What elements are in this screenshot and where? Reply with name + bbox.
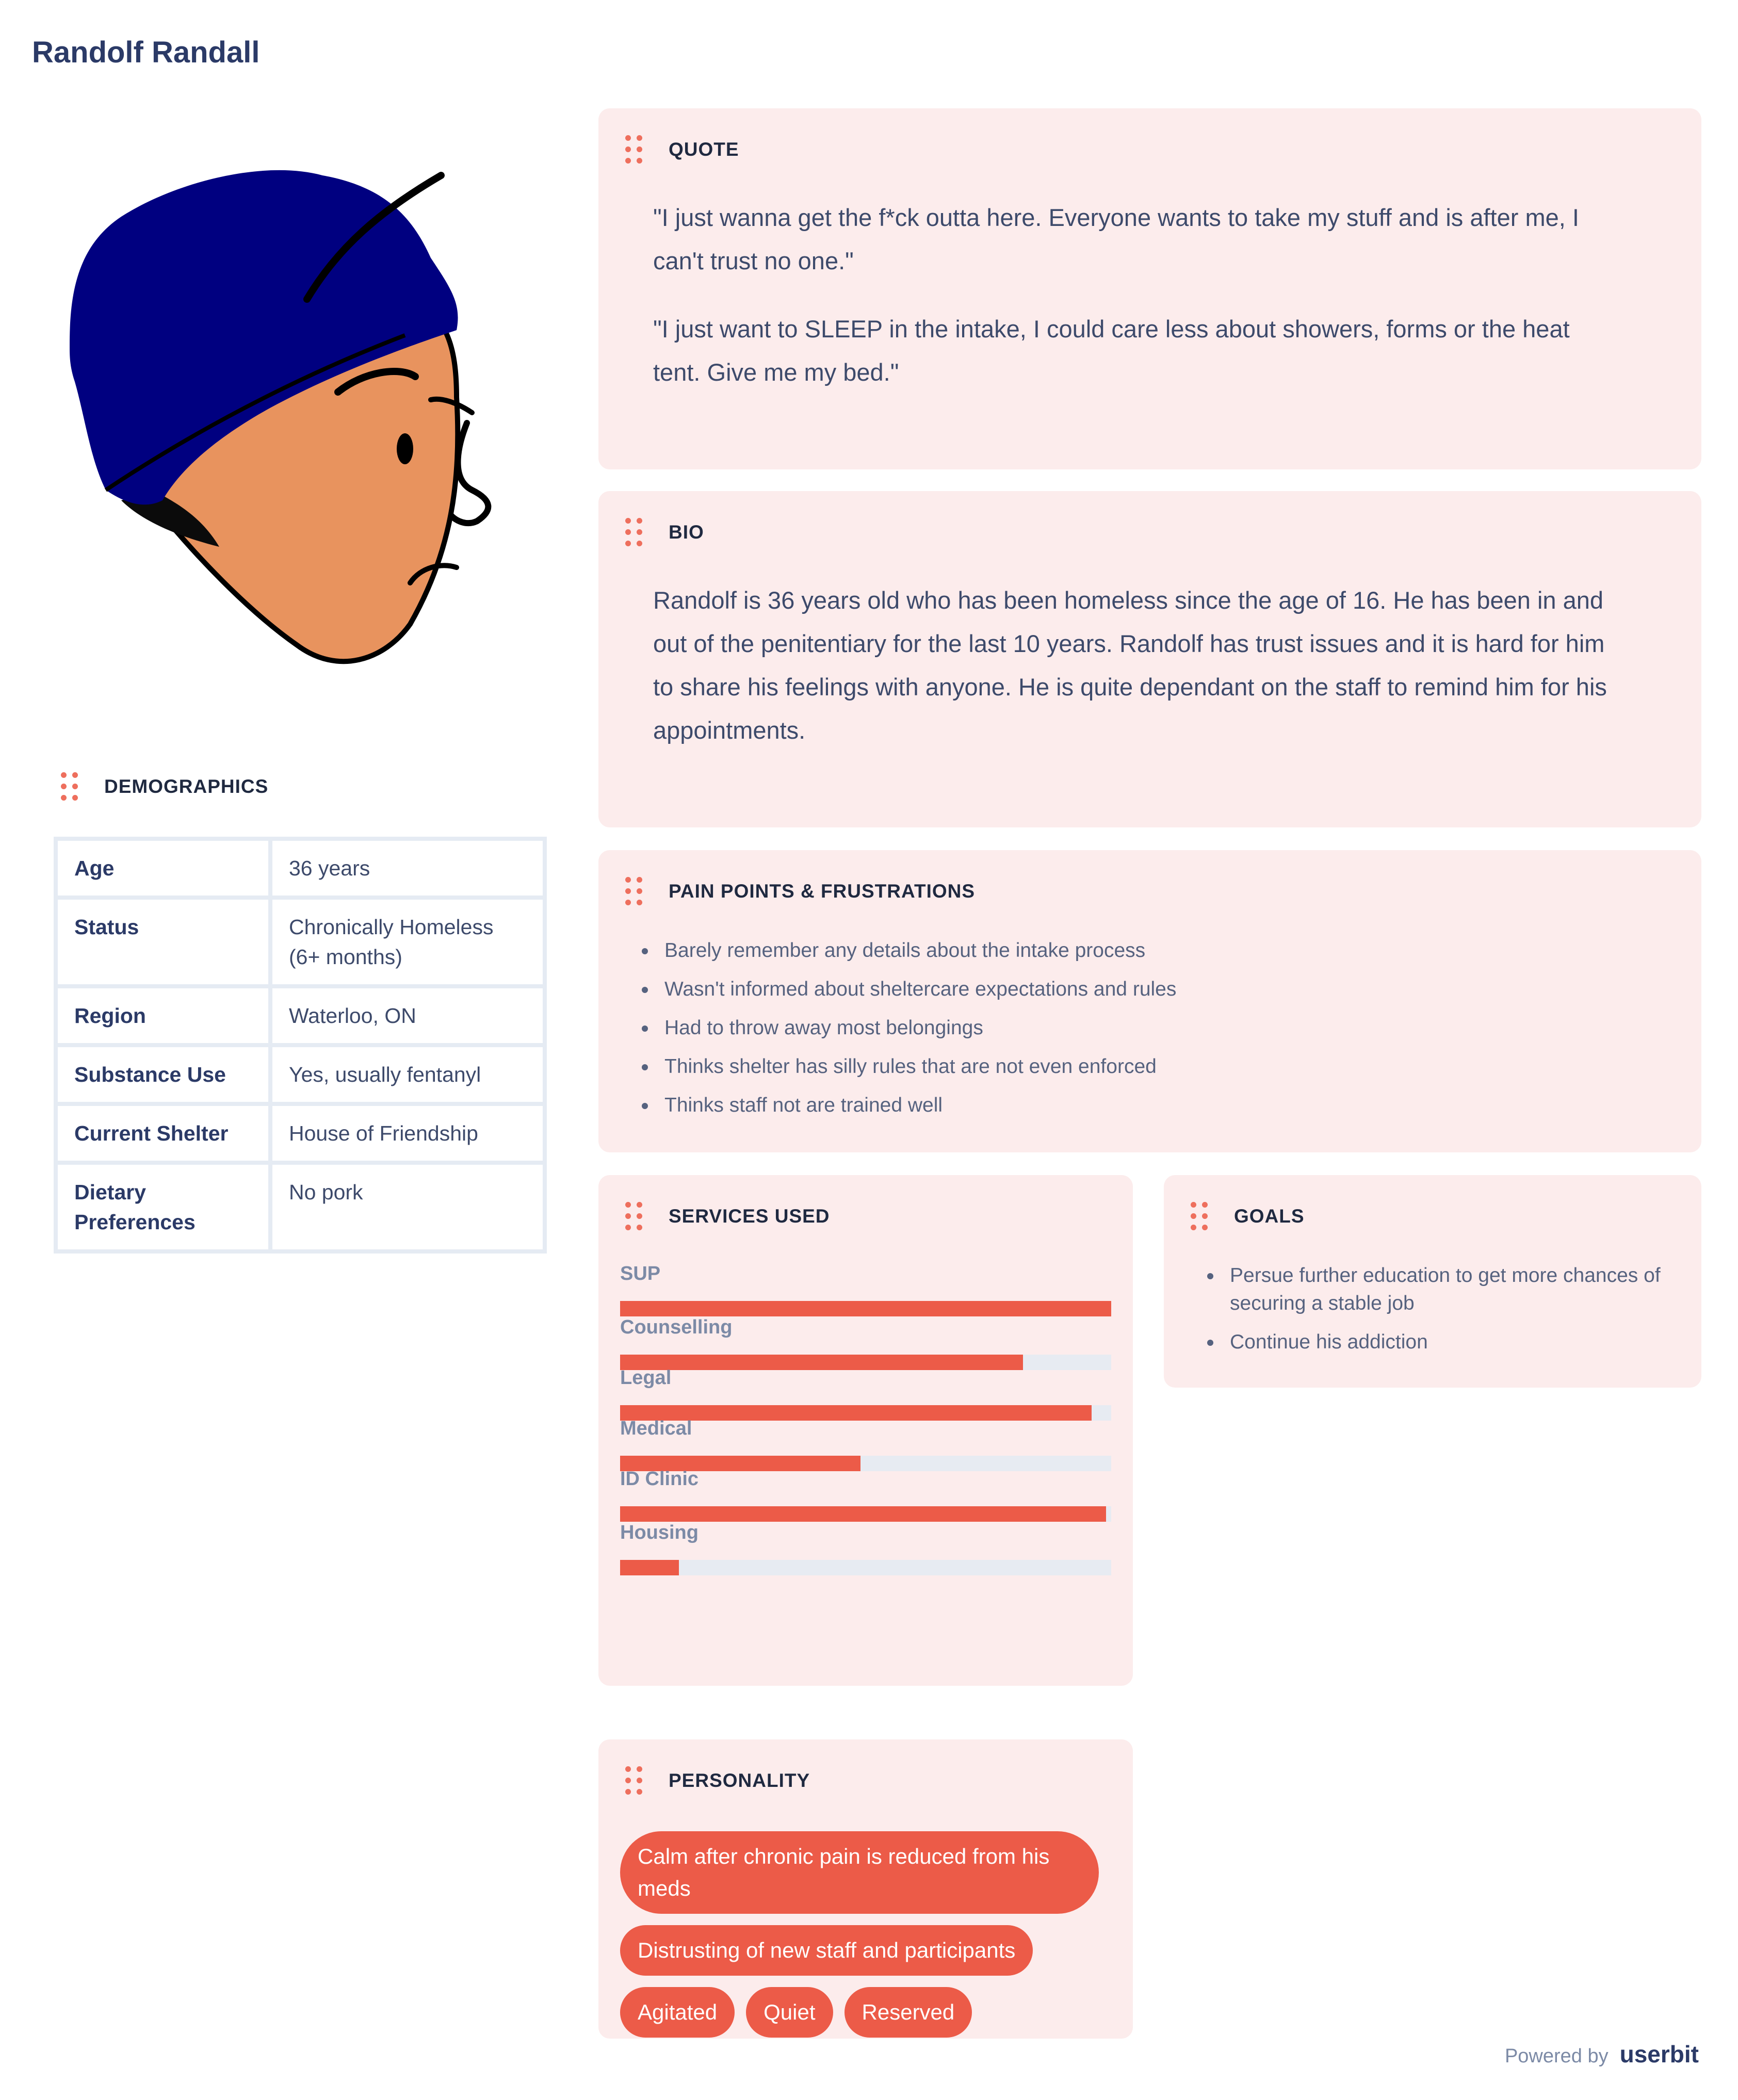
quote-card bbox=[598, 108, 1701, 469]
table-row bbox=[56, 1104, 545, 1163]
goals-header bbox=[1191, 1201, 1305, 1232]
demographics-key: Dietary Preferences bbox=[56, 1163, 270, 1251]
list-item: Persue further education to get more chances of securing a stable job bbox=[1230, 1262, 1676, 1317]
list-item: Thinks shelter has silly rules that are not even enforced bbox=[664, 1053, 1670, 1081]
bio-title: BIO bbox=[669, 522, 704, 543]
service-bar-track bbox=[620, 1506, 1111, 1522]
drag-handle-icon[interactable] bbox=[625, 135, 643, 164]
demographics-key: Region bbox=[56, 986, 270, 1045]
service-label: Medical bbox=[620, 1418, 692, 1439]
table-row bbox=[56, 1163, 545, 1251]
service-item-legal bbox=[620, 1366, 1111, 1390]
pain-points-list bbox=[598, 937, 1670, 1130]
demographics-value: House of Friendship bbox=[270, 1104, 545, 1163]
drag-handle-icon[interactable] bbox=[625, 877, 643, 906]
services-title: SERVICES USED bbox=[669, 1206, 830, 1227]
goals-list bbox=[1164, 1262, 1676, 1367]
personality-trait-pill: Agitated bbox=[620, 1987, 735, 2038]
service-item-housing bbox=[620, 1521, 1111, 1544]
powered-by-label: Powered by bbox=[1504, 2045, 1609, 2067]
demographics-key: Status bbox=[56, 898, 270, 986]
table-row bbox=[56, 1045, 545, 1104]
drag-handle-icon[interactable] bbox=[625, 1202, 643, 1231]
pain-points-header bbox=[625, 876, 975, 907]
pain-points-card bbox=[598, 850, 1701, 1152]
avatar-illustration bbox=[49, 129, 555, 707]
service-bar-fill bbox=[620, 1506, 1106, 1522]
quote-line: "I just want to SLEEP in the intake, I could care less about showers, forms or the heat tent. Give me my bed." bbox=[653, 315, 1570, 386]
service-label: Legal bbox=[620, 1367, 672, 1389]
list-item: Had to throw away most belongings bbox=[664, 1014, 1670, 1042]
userbit-logo[interactable]: userbit bbox=[1619, 2041, 1699, 2068]
list-item: Barely remember any details about the intake process bbox=[664, 937, 1670, 965]
footer bbox=[1505, 2040, 1699, 2068]
drag-handle-icon[interactable] bbox=[61, 772, 78, 801]
demographics-key: Age bbox=[56, 839, 270, 898]
drag-handle-icon[interactable] bbox=[625, 1766, 643, 1795]
service-bar-fill bbox=[620, 1560, 679, 1575]
services-header bbox=[625, 1201, 830, 1232]
table-row bbox=[56, 986, 545, 1045]
table-row bbox=[56, 898, 545, 986]
demographics-title: DEMOGRAPHICS bbox=[104, 776, 269, 797]
bio-header bbox=[625, 517, 704, 548]
service-label: Counselling bbox=[620, 1316, 733, 1338]
pain-points-title: PAIN POINTS & FRUSTRATIONS bbox=[669, 881, 976, 902]
personality-title: PERSONALITY bbox=[669, 1770, 810, 1791]
personality-card bbox=[598, 1739, 1133, 2039]
service-bar-track bbox=[620, 1301, 1111, 1316]
demographics-key: Substance Use bbox=[56, 1045, 270, 1104]
services-card bbox=[598, 1175, 1133, 1686]
demographics-value: No pork bbox=[270, 1163, 545, 1251]
demographics-table bbox=[54, 837, 547, 1254]
demographics-value: Chronically Homeless (6+ months) bbox=[270, 898, 545, 986]
list-item: Continue his addiction bbox=[1230, 1328, 1676, 1356]
service-bar-track bbox=[620, 1560, 1111, 1575]
quote-header bbox=[625, 134, 739, 165]
bio-text: Randolf is 36 years old who has been homeless since the age of 16. He has been in and out of the penitentiary for the last 10 years. Randolf has trust issues and it is hard for him to share his feelings with anyone. He is quite dependant on the staff to remind him for his appointments. bbox=[653, 587, 1607, 744]
demographics-value: Yes, usually fentanyl bbox=[270, 1045, 545, 1104]
table-row bbox=[56, 839, 545, 898]
personality-traits bbox=[620, 1831, 1111, 2049]
demographics-value: 36 years bbox=[270, 839, 545, 898]
personality-trait-pill: Reserved bbox=[844, 1987, 972, 2038]
service-bar-fill bbox=[620, 1301, 1111, 1316]
bio-card bbox=[598, 491, 1701, 827]
list-item: Wasn't informed about sheltercare expectations and rules bbox=[664, 975, 1670, 1003]
quote-title: QUOTE bbox=[669, 139, 739, 160]
quote-body bbox=[653, 196, 1619, 419]
service-label: Housing bbox=[620, 1522, 699, 1543]
service-item-id-clinic bbox=[620, 1467, 1111, 1491]
drag-handle-icon[interactable] bbox=[625, 518, 643, 547]
drag-handle-icon[interactable] bbox=[1191, 1202, 1208, 1231]
service-item-sup bbox=[620, 1262, 1111, 1285]
demographics-value: Waterloo, ON bbox=[270, 986, 545, 1045]
goals-title: GOALS bbox=[1234, 1206, 1305, 1227]
service-label: ID Clinic bbox=[620, 1468, 699, 1490]
demographics-key: Current Shelter bbox=[56, 1104, 270, 1163]
service-label: SUP bbox=[620, 1263, 661, 1284]
personality-trait-pill: Distrusting of new staff and participants bbox=[620, 1925, 1033, 1976]
demographics-header bbox=[61, 771, 268, 802]
goals-card bbox=[1164, 1175, 1701, 1388]
persona-name: Randolf Randall bbox=[32, 36, 260, 69]
personality-header bbox=[625, 1765, 810, 1796]
personality-trait-pill: Quiet bbox=[746, 1987, 833, 2038]
personality-trait-pill: Calm after chronic pain is reduced from his meds bbox=[620, 1831, 1099, 1914]
quote-line: "I just wanna get the f*ck outta here. Everyone wants to take my stuff and is after me, I can't trust no one." bbox=[653, 204, 1579, 274]
service-item-counselling bbox=[620, 1315, 1111, 1339]
list-item: Thinks staff not are trained well bbox=[664, 1092, 1670, 1119]
service-item-medical bbox=[620, 1417, 1111, 1440]
